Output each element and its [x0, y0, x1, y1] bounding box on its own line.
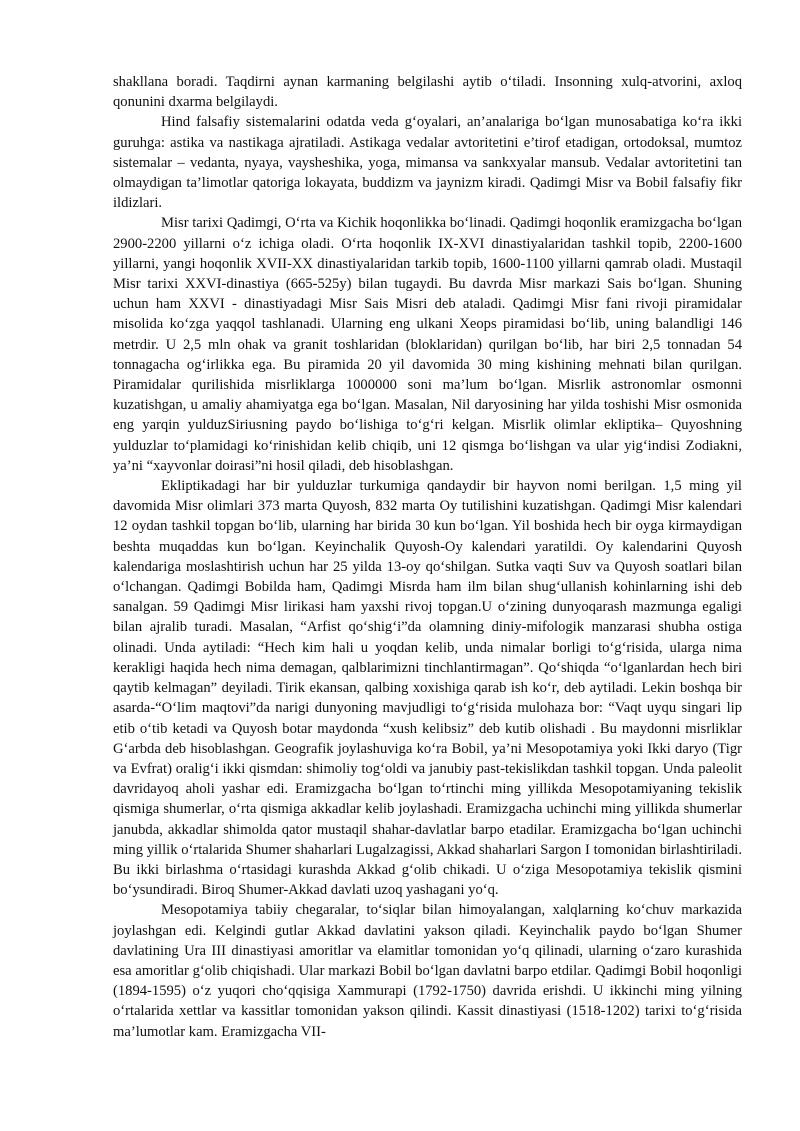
paragraph-4: Ekliptikadagi har bir yulduzlar turkumiga qandaydir bir hayvon nomi berilgan. 1,5 ming yil davomida Misr olimlari 373 marta Quyosh, 832 marta Oy tutilishini kuzatishgan. Qadimgi Misr kalendari 12 oydan tashkil topgan bo‘lib, ularning har birida 30 kun bo‘lgan. Yil boshida hech bir oyga kirmaydigan beshta muqaddas kun bo‘lgan. Keyinchalik Quyosh-Oy kalendari yaratildi. Oy kalendarini Quyosh kalendariga moslashtirish uchun har 25 yilda 13-oy qo‘shilgan. Sutka vaqti Suv va Quyosh soatlari bilan o‘lchangan. Qadimgi Bobilda ham, Qadimgi Misrda ham ilm bilan shug‘ullanish kohinlarning ishi deb sanalgan. 59 Qadimgi Misr lirikasi ham yaxshi rivoj topgan.U o‘zining dunyoqarash mazmunga egaligi bilan ajralib turadi. Masalan, “Arfist qo‘shig‘i”da olamning diniy-mifologik manzarasi shubha ostiga olinadi. Unda aytiladi: “Hech kim hali u yoqdan kelib, unda nimalar borligi to‘g‘risida, ularga nima kerakligi haqida hech nima demagan, qalblarimizni tinchlantirmagan”. Qo‘shiqda “o‘lganlardan hech biri qaytib kelmagan” deyiladi. Tirik ekansan, qalbing xoxishiga qarab ish ko‘r, deb aytiladi. Lekin boshqa bir asarda-“O‘lim maqtovi”da narigi dunyoning mavjudligi to‘g‘risida mulohaza bor: “Vaqt uyqu singari lip etib o‘tib ketadi va Quyosh botar maydonda “xush kelibsiz” deb kutib olishadi . Bu maydonni misrliklar G‘arbda deb hisoblashgan. Geografik joylashuviga ko‘ra Bobil, ya’ni Mesopotamiya yoki Ikki daryo (Tigr va Evfrat) oralig‘i ikki qismdan: shimoliy tog‘oldi va janubiy past-tekislikdan tashkil topgan. Unda paleolit davridayoq aholi yashar edi. Eramizgacha bo‘lgan to‘rtinchi ming yillikda Mesopotamiyaning tekislik qismiga shumerlar, o‘rta qismiga akkadlar kelib joylashadi. Eramizgacha uchinchi ming yillikda shumerlar janubda, akkadlar shimolda qator mustaqil shahar-davlatlar barpo etadilar. Eramizgacha bo‘lgan uchinchi ming yillik o‘rtalarida Shumer shaharlari Lugalzagissi, Akkad shaharlari Sargon I tomonidan birlashtiriladi. Bu ikki birlashma o‘rtasidagi kurashda Akkad g‘olib chikadi. U o‘ziga Mesopotamiya tekislik qismini bo‘ysundiradi. Biroq Shumer-Akkad davlati uzoq yashagani yo‘q.	[113, 478, 742, 899]
document-page	[113, 72, 742, 1042]
paragraph-3: Misr tarixi Qadimgi, O‘rta va Kichik hoqonlikka bo‘linadi. Qadimgi hoqonlik eramizgacha bo‘lgan 2900-2200 yillarni o‘z ichiga oladi. O‘rta hoqonlik IX-XVI dinastiyalaridan tashkil topib, 2200-1600 yillarni, yangi hoqonlik XVII-XX dinastiyalaridan tarkib topib, 1600-1100 yillarni qamrab oladi. Mustaqil Misr tarixi XXVI-dinastiya (665-525y) bilan tugaydi. Bu davrda Misr markazi Sais bo‘lgan. Shuning uchun ham XXVI - dinastiyadagi Misr Sais Misri deb ataladi. Qadimgi Misr fani rivoji piramidalar misolida ko‘zga yaqqol tashlanadi. Ularning eng ulkani Xeops piramidasi bo‘lib, uning balandligi 146 metrdir. U 2,5 mln ohak va granit toshlaridan (bloklaridan) qurilgan bo‘lib, har biri 2,5 tonnadan 54 tonnagacha og‘irlikka ega. Bu piramida 20 yil davomida 30 ming kishining mehnati bilan qurilgan. Piramidalar qurilishida misrliklarga 1000000 soni ma’lum bo‘lgan. Misrlik astronomlar osmonni kuzatishgan, u amaliy ahamiyatga ega bo‘lgan. Masalan, Nil daryosining har yilda toshishi Misr osmonida eng yarqin yulduzSiriusning paydo bo‘lishiga to‘g‘ri kelgan. Misrlik olimlar ekliptika– Quyoshning yulduzlar to‘plamidagi ko‘rinishidan kelib chiqib, uni 12 qismga bo‘lishgan va ular yig‘indisi Zodiakni, ya’ni “xayvonlar doirasi”ni hosil qiladi, deb hisoblashgan.	[113, 215, 742, 474]
paragraph-2: Hind falsafiy sistemalarini odatda veda g‘oyalari, an’analariga bo‘lgan munosabatiga ko‘ra ikki guruhga: astika va nastikaga ajratiladi. Astikaga vedalar avtoritetini e’tirof etadigan, ortodoksal, mumtoz sistemalar – vedanta, nyaya, vaysheshika, yoga, mimansa va sankxyalar mansub. Vedalar avtoritetini tan olmaydigan ta’limotlar qatoriga lokayata, buddizm va jaynizm kiradi. Qadimgi Misr va Bobil falsafiy fikr ildizlari.	[113, 114, 742, 212]
paragraph-5: Mesopotamiya tabiiy chegaralar, to‘siqlar bilan himoyalangan, xalqlarning ko‘chuv markazida joylashgan edi. Kelgindi gutlar Akkad davlatini yakson qiladi. Keyinchalik paydo bo‘lgan Shumer davlatining Ura III dinastiyasi amoritlar va elamitlar tomonidan yo‘q qilinadi, ularning o‘zaro kurashida esa amoritlar g‘olib chiqishadi. Ular markazi Bobil bo‘lgan davlatni barpo etdilar. Qadimgi Bobil hoqonligi (1894-1595) o‘z yuqori cho‘qqisiga Xammurapi (1792-1750) davrida erishdi. U ikkinchi ming yilning o‘rtalarida xettlar va kassitlar tomonidan yakson qilindi. Kassit dinastiyasi (1518-1202) tarixi to‘g‘risida ma’lumotlar kam. Eramizgacha VII-	[113, 902, 742, 1040]
paragraph-1: shakllana boradi. Taqdirni aynan karmaning belgilashi aytib o‘tiladi. Insonning xulq-atvorini, axloq qonunini dxarma belgilaydi.	[113, 74, 742, 111]
